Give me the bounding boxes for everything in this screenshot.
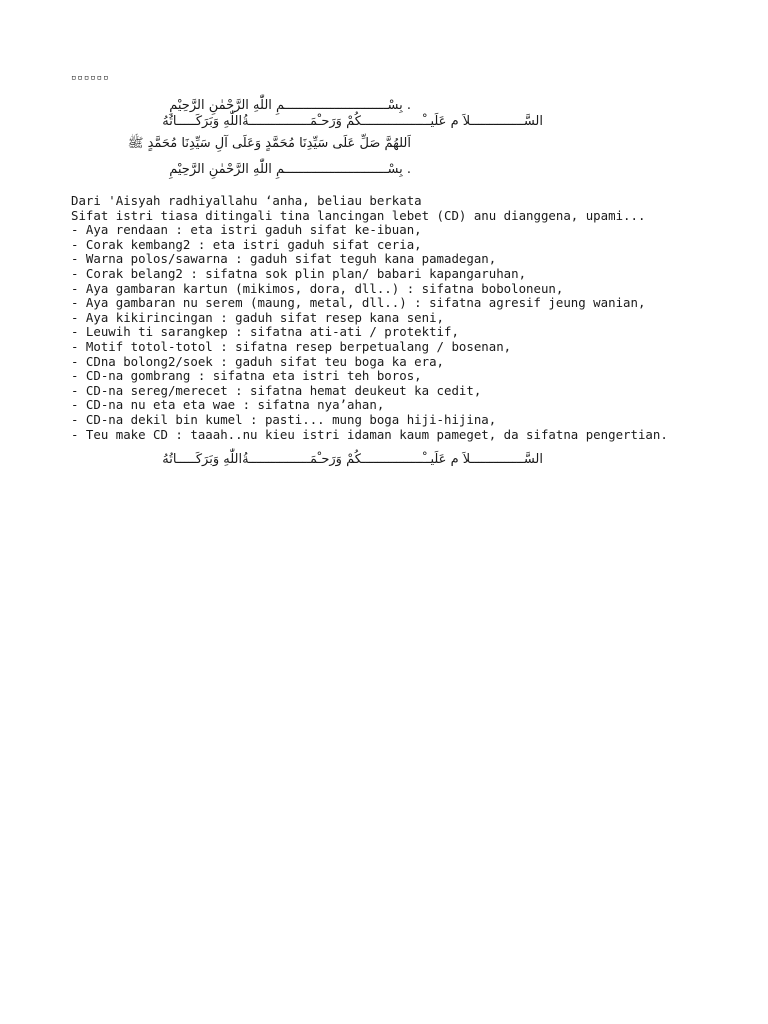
document-page [71, 72, 711, 468]
closing-salam: السَّــــــــــــــلاَ م عَلَيــْــــــــــــــــكُمْ وَرَحـْمَــــــــــــــــةُاللّٰهِ وَبَرَكَـــــاتُهُ [162, 452, 543, 468]
list-item: - Aya gambaran nu serem (maung, metal, dll..) : sifatna agresif jeung wanian, [71, 295, 646, 311]
list-item: - Corak kembang2 : eta istri gaduh sifat ceria, [71, 236, 422, 252]
list-item: - CD-na sereg/merecet : sifatna hemat deukeut ka cedit, [71, 382, 482, 398]
header-glyphs: ▫▫▫▫▫▫ [71, 73, 110, 83]
list-item: - Leuwih ti sarangkep : sifatna ati-ati / protektif, [71, 324, 459, 340]
list-item: - Motif totol-totol : sifatna resep berpetualang / bosenan, [71, 338, 512, 354]
list-item: - Teu make CD : taaah..nu kieu istri idaman kaum pameget, da sifatna pengertian. [71, 426, 668, 442]
list-item: - Aya rendaan : eta istri gaduh sifat ke-ibuan, [71, 222, 422, 238]
shalawat: اَللهُمَّ صَلِّ عَلَى سَيِّدِنَا مُحَمَّدٍ وَعَلَى آلِ سَيِّدِنَا مُحَمَّدٍ ﷺ [127, 136, 411, 151]
list-item: - Corak belang2 : sifatna sok plin plan/ babari kapangaruhan, [71, 265, 527, 281]
list-item: - CDna bolong2/soek : gaduh sifat teu boga ka era, [71, 353, 444, 369]
list-item: - Aya kikirincingan : gaduh sifat resep kana seni, [71, 309, 444, 325]
basmalah: . بِسْـــــــــــــــــــــــــــمِ اللّٰهِ الرَّحْمٰنِ الرَّحِيْمِ [169, 98, 411, 113]
list-item: - CD-na nu eta eta wae : sifatna nya’ahan, [71, 397, 385, 413]
list-item: - Warna polos/sawarna : gaduh sifat teguh kana pamadegan, [71, 251, 497, 267]
list-item: - CD-na dekil bin kumel : pasti... mung boga hiji-hijina, [71, 411, 497, 427]
lead-line: Sifat istri tiasa ditingali tina lancingan lebet (CD) anu dianggena, upami... [71, 207, 646, 223]
basmalah-second: . بِسْـــــــــــــــــــــــــــمِ اللّٰهِ الرَّحْمٰنِ الرَّحِيْمِ [169, 162, 411, 177]
salam-greeting: السَّــــــــــــــلاَ م عَلَيــْــــــــــــــــكُمْ وَرَحـْمَــــــــــــــــةُاللّٰهِ وَبَرَكَـــــاتُهُ [162, 114, 543, 129]
intro-line: Dari 'Aisyah radhiyallahu ‘anha, beliau berkata [71, 193, 422, 208]
list-item: - Aya gambaran kartun (mikimos, dora, dll..) : sifatna boboloneun, [71, 280, 564, 296]
list-item: - CD-na gombrang : sifatna eta istri teh boros, [71, 368, 422, 384]
